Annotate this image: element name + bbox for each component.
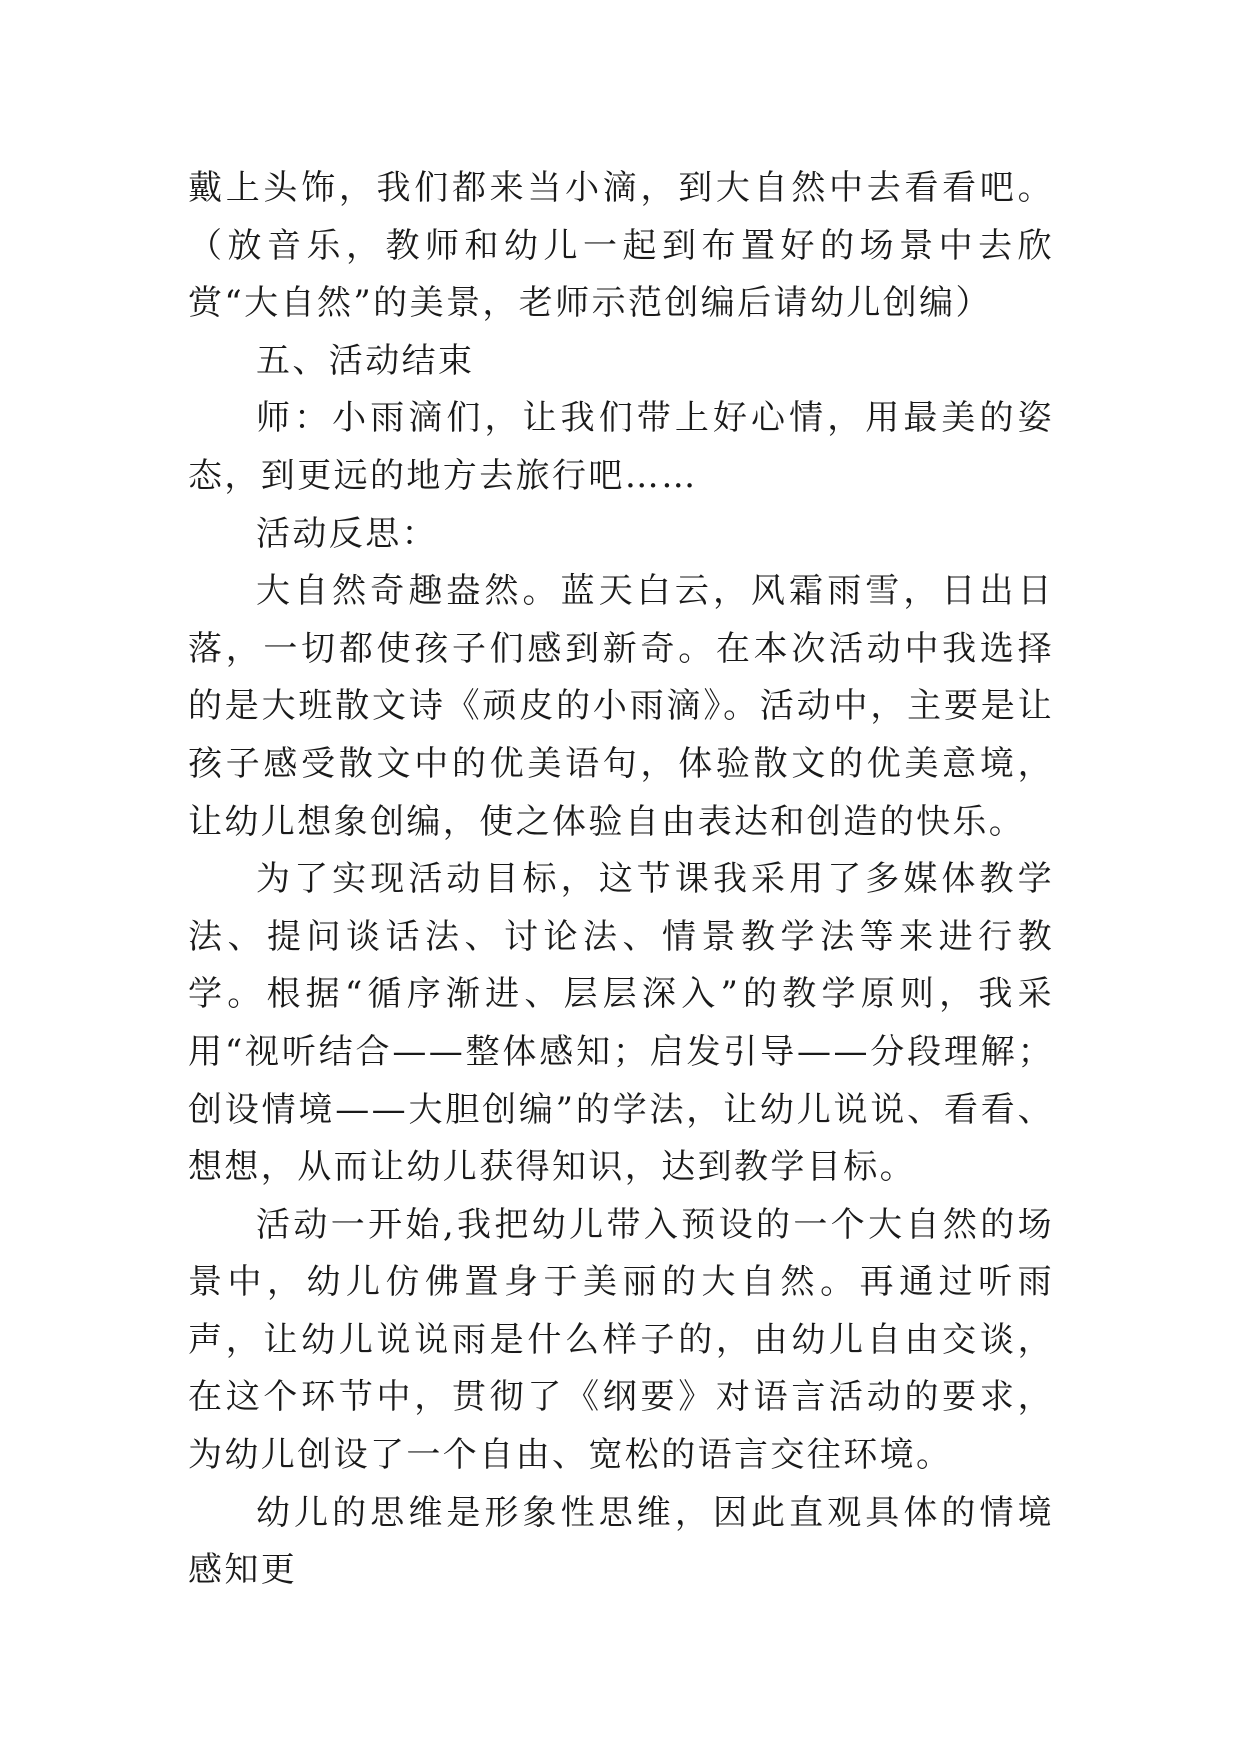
section-heading-activity-end: 五、活动结束	[256, 340, 475, 381]
paragraph-teacher-closing: 师：小雨滴们，让我们带上好心情，用最美的姿态，到更远的地方去旅行吧……	[188, 398, 1054, 496]
paragraph-thinking: 幼儿的思维是形象性思维，因此直观具体的情境感知更	[188, 1492, 1054, 1591]
body-text	[188, 160, 1054, 1600]
paragraph-reflection-intro: 大自然奇趣盎然。蓝天白云，风霜雨雪，日出日落，一切都使孩子们感到新奇。在本次活动中我选择的是大班散文诗《顽皮的小雨滴》。活动中，主要是让孩子感受散文中的优美语句，体验散文的优美意境，让幼儿想象创编，使之体验自由表达和创造的快乐。	[188, 571, 1054, 842]
section-heading-reflection: 活动反思：	[256, 513, 438, 554]
paragraph-teaching-methods: 为了实现活动目标，这节课我采用了多媒体教学法、提问谈话法、讨论法、情景教学法等来进行教学。根据“循序渐进、层层深入”的教学原则，我采用“视听结合——整体感知；启发引导——分段理解；创设情境——大胆创编”的学法，让幼儿说说、看看、想想，从而让幼儿获得知识，达到教学目标。	[188, 859, 1054, 1188]
paragraph-continuation: 戴上头饰，我们都来当小滴，到大自然中去看看吧。（放音乐，教师和幼儿一起到布置好的场景中去欣赏“大自然”的美景，老师示范创编后请幼儿创编）	[188, 168, 1054, 324]
paragraph-activity-start: 活动一开始,我把幼儿带入预设的一个大自然的场景中，幼儿仿佛置身于美丽的大自然。再通过听雨声，让幼儿说说雨是什么样子的，由幼儿自由交谈，在这个环节中，贯彻了《纲要》对语言活动的要求，为幼儿创设了一个自由、宽松的语言交往环境。	[188, 1204, 1054, 1476]
